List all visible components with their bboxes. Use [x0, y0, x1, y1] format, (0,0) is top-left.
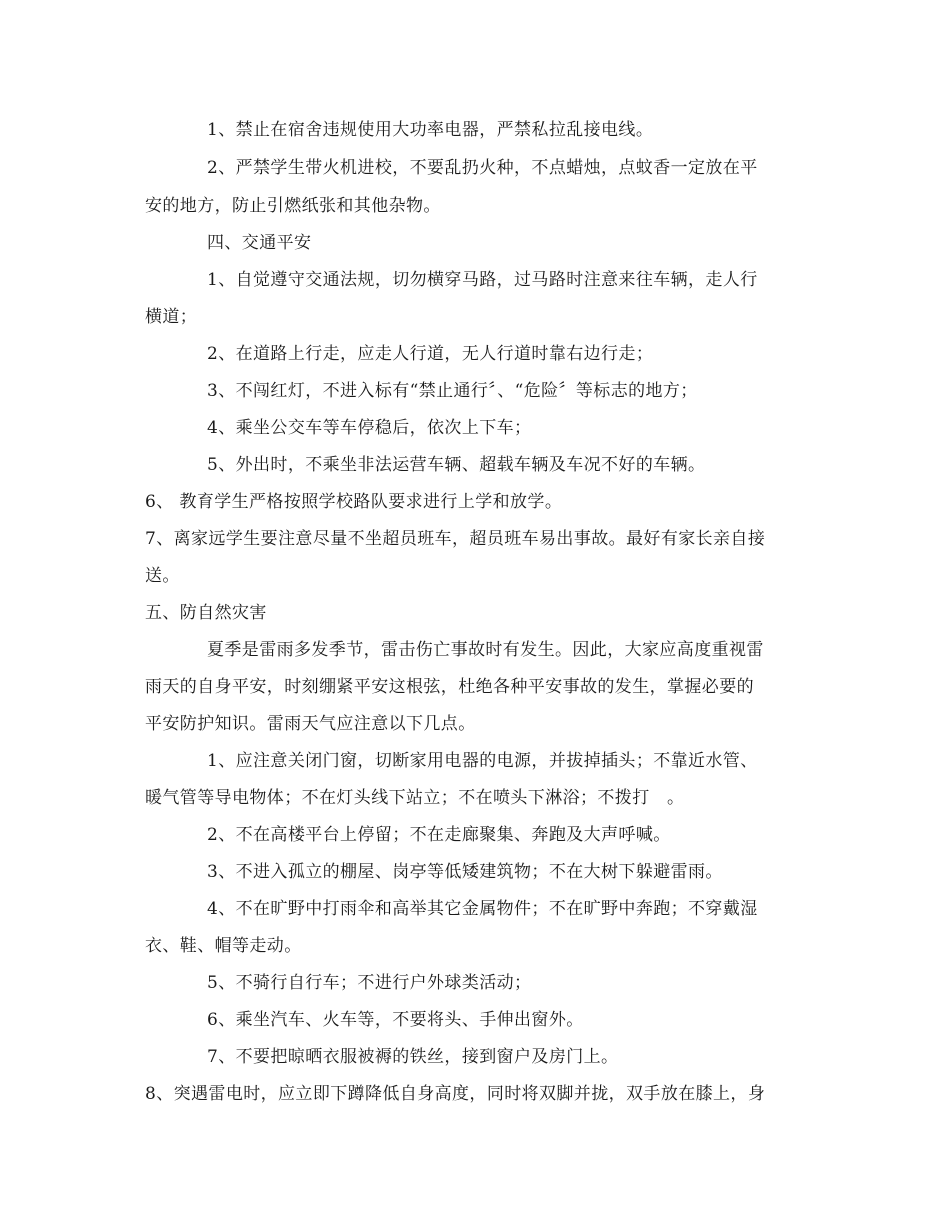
text-line: 6、 教育学生严格按照学校路队要求进行上学和放学。: [145, 492, 563, 512]
text-line: 横道；: [145, 307, 198, 327]
text-line: 夏季是雷雨多发季节，雷击伤亡事故时有发生。因此，大家应高度重视雷: [207, 640, 764, 660]
text-line: 暖气管等导电物体；不在灯头线下站立；不在喷头下淋浴；不拨打 。: [145, 788, 685, 808]
text-line: 3、不进入孤立的棚屋、岗亭等低矮建筑物；不在大树下躲避雷雨。: [207, 862, 723, 882]
text-line: 3、不闯红灯，不进入标有“禁止通行〞、“危险〞等标志的地方；: [207, 381, 698, 401]
text-line: 雨天的自身平安，时刻绷紧平安这根弦，杜绝各种平安事故的发生，掌握必要的: [145, 677, 754, 697]
text-line: 4、不在旷野中打雨伞和高举其它金属物件；不在旷野中奔跑；不穿戴湿: [207, 899, 758, 919]
text-line: 1、自觉遵守交通法规，切勿横穿马路，过马路时注意来往车辆，走人行: [207, 270, 758, 290]
text-line: 1、禁止在宿舍违规使用大功率电器，严禁私拉乱接电线。: [207, 120, 654, 140]
section-heading: 五、防自然灾害: [145, 603, 267, 623]
text-line: 衣、鞋、帽等走动。: [145, 936, 302, 956]
text-line: 7、离家远学生要注意尽量不坐超员班车，超员班车易出事故。最好有家长亲自接: [145, 529, 766, 549]
text-line: 2、严禁学生带火机进校，不要乱扔火种，不点蜡烛，点蚊香一定放在平: [207, 158, 758, 178]
text-line: 8、突遇雷电时，应立即下蹲降低自身高度，同时将双脚并拢，双手放在膝上，身: [145, 1084, 766, 1104]
text-line: 平安防护知识。雷雨天气应注意以下几点。: [145, 714, 476, 734]
text-line: 安的地方，防止引燃纸张和其他杂物。: [145, 196, 441, 216]
text-line: 5、不骑行自行车；不进行户外球类活动；: [207, 973, 532, 993]
text-line: 送。: [145, 566, 180, 586]
text-line: 2、在道路上行走，应走人行道，无人行道时靠右边行走；: [207, 344, 654, 364]
text-line: 5、外出时，不乘坐非法运营车辆、超载车辆及车况不好的车辆。: [207, 455, 706, 475]
text-line: 1、应注意关闭门窗，切断家用电器的电源，并拔掉插头；不靠近水管、: [207, 751, 758, 771]
text-line: 6、乘坐汽车、火车等，不要将头、手伸出窗外。: [207, 1010, 584, 1030]
text-line: 2、不在高楼平台上停留；不在走廊聚集、奔跑及大声呼喊。: [207, 825, 671, 845]
section-heading: 四、交通平安: [207, 233, 312, 253]
text-line: 7、不要把晾晒衣服被褥的铁丝，接到窗户及房门上。: [207, 1047, 619, 1067]
text-line: 4、乘坐公交车等车停稳后，依次上下车；: [207, 418, 532, 438]
